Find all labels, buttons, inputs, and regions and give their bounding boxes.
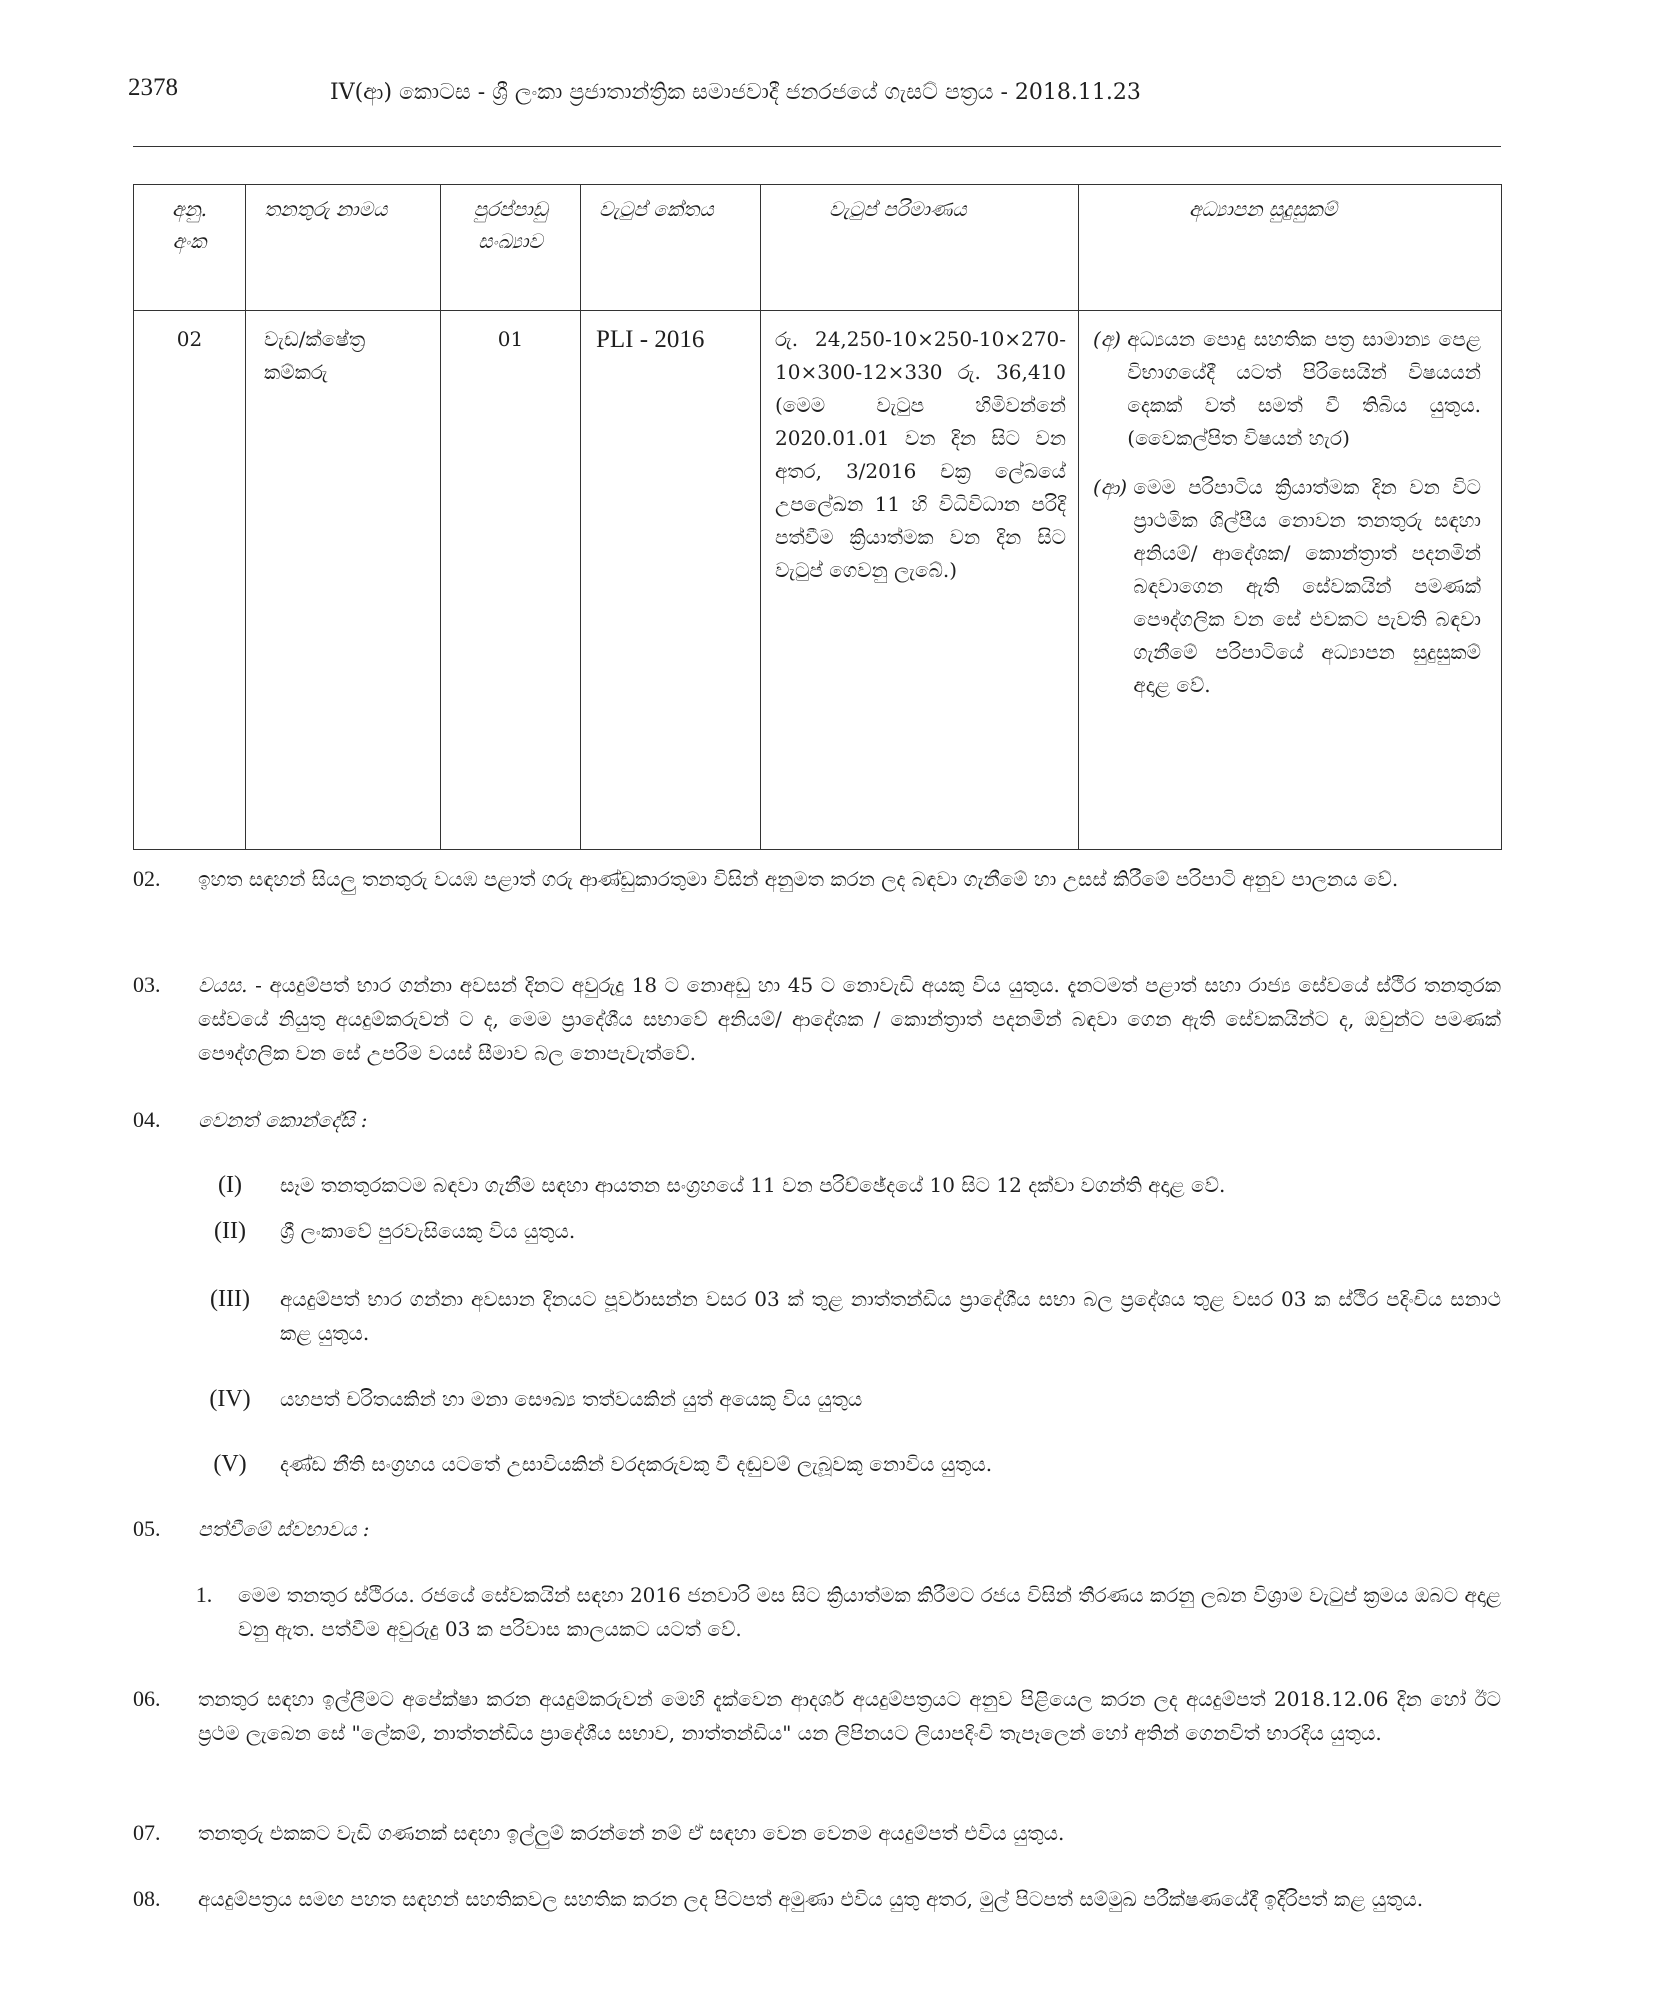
paragraph-text: තනතුර සඳහා ඉල්ලීමට අපේක්ෂා කරන අයදුම්කරුවන් මෙහි දැක්වෙන ආදර්ශ අයදුම්පත්‍රයට අනුව පිළියෙල කරන ලද අයදුම්පත් 2018.12.06 දින හෝ ඊට ප්‍රථම ලැබෙන සේ "ලේකම්, නාත්තන්ඩිය ප්‍රාදේශීය සභාව, නාත්තන්ඩිය" යන ලිපිනයට ලියාපදිංචි තැපෑලෙන් හෝ අතින් ගෙනවිත් භාරදිය යුතුය. — [198, 1687, 1501, 1745]
condition-number: (I) — [218, 1172, 242, 1198]
paragraph-07 — [133, 1816, 1501, 1850]
nature-number: 1. — [195, 1582, 213, 1607]
paragraph-05 — [133, 1512, 1501, 1546]
paragraph-08 — [133, 1882, 1501, 1916]
cell-education — [1079, 311, 1502, 850]
cell-serial: 02 — [134, 311, 246, 850]
paragraph-06 — [133, 1682, 1501, 1750]
header-salary-scale: වැටුප් පරිමාණය — [761, 185, 1079, 311]
paragraph-03 — [133, 968, 1501, 1070]
gazette-header-title: IV(ආ) කොටස - ශ්‍රී ලංකා ප්‍රජාතාන්ත්‍රික සමාජවාදී ජනරජයේ ගැසට් පත්‍රය - 2018.11.23 — [330, 80, 1141, 105]
header-divider — [133, 146, 1501, 147]
paragraph-number: 07. — [133, 1820, 161, 1845]
paragraph-text: තනතුරු එකකට වැඩි ගණනක් සඳහා ඉල්ලුම් කරන්නේ නම් ඒ සඳහා වෙන වෙනම අයදුම්පත් එවිය යුතුය. — [198, 1821, 1065, 1845]
paragraph-number: 06. — [133, 1686, 161, 1711]
nature-item — [170, 1578, 1501, 1646]
education-text: මෙම පරිපාටිය ක්‍රියාත්මක දින වන විට ප්‍රාථමික ශිල්පීය නොවන තනතුරු සඳහා අනියම්/ ආදේශක/ කොන්ත්‍රාත් පදනමින් බඳවාගෙන ඇති සේවකයින් පමණක් පෞද්ගලික වන සේ එවකට පැවති බඳවා ගැනීමේ පරිපාටියේ අධ්‍යාපන සුදුසුකම් අදාළ වේ. — [1133, 475, 1481, 697]
condition-item — [180, 1168, 1501, 1202]
condition-text: දණ්ඩ නීති සංග්‍රහය යටතේ උසාවියකින් වරදකරුවකු වී දඬුවම් ලැබූවකු නොවිය යුතුය. — [280, 1452, 993, 1476]
paragraph-number: 04. — [133, 1107, 161, 1132]
header-education: අධ්‍යාපන සුදුසුකම් — [1079, 185, 1502, 311]
paragraph-number: 08. — [133, 1886, 161, 1911]
paragraph-text: අයදුම්පත්‍රය සමඟ පහත සඳහන් සහතිකවල සහතික කරන ලද පිටපත් අමුණා එවිය යුතු අතර, මුල් පිටපත් සම්මුඛ පරීක්ෂණයේදී ඉදිරිපත් කළ යුතුය. — [198, 1887, 1424, 1911]
paragraph-04 — [133, 1103, 1501, 1137]
condition-item — [180, 1214, 1501, 1248]
vacancy-table — [133, 184, 1502, 850]
table-row — [134, 311, 1502, 850]
table-header-row — [134, 185, 1502, 311]
education-item-aa — [1093, 471, 1481, 702]
paragraph-heading: වෙනත් කොන්දේසි : — [198, 1108, 368, 1132]
condition-text: අයදුම්පත් භාර ගන්නා අවසාන දිනයට පූර්වාසන්න වසර 03 ක් තුළ නාත්තන්ඩිය ප්‍රාදේශීය සභා බල ප්‍රදේශය තුළ වසර 03 ක ස්ථිර පදිංචිය සනාථ කළ යුතුය. — [280, 1287, 1501, 1345]
paragraph-heading: පත්වීමේ ස්වභාවය : — [198, 1517, 370, 1541]
cell-salary-code: PLI - 2016 — [581, 311, 761, 850]
education-mark: (ආ) — [1093, 475, 1128, 499]
condition-text: ශ්‍රී ලංකාවේ පුරවැසියෙකු විය යුතුය. — [280, 1219, 576, 1243]
condition-item — [180, 1447, 1501, 1481]
cell-salary-scale: රු. 24,250-10×250-10×270-10×300-12×330 රු. 36,410 (මෙම වැටුප හිමිවන්නේ 2020.01.01 වන දින සිට වන අතර, 3/2016 චක්‍ර ලේඛයේ උපලේඛන 11 හි විධිවිධාන පරිදි පත්වීම ක්‍රියාත්මක වන දින සිට වැටුප් ගෙවනු ලැබේ.) — [761, 311, 1079, 850]
education-text: අධ්‍යයන පොදු සහතික පත්‍ර සාමාන්‍ය පෙළ විභාගයේදී යටත් පිරිසෙයින් විෂයයන් දෙකක් වත් සමත් වී තිබිය යුතුය. (වෛකල්පිත විෂයන් හැර) — [1127, 327, 1481, 450]
condition-number: (III) — [210, 1286, 250, 1312]
condition-item — [180, 1282, 1501, 1350]
header-salary-code: වැටුප් කේතය — [581, 185, 761, 311]
condition-text: යහපත් චරිතයකින් හා මනා සෞඛ්‍ය තත්වයකින් යුත් අයෙකු විය යුතුය — [280, 1387, 863, 1411]
paragraph-02 — [133, 862, 1501, 896]
cell-vacancies: 01 — [441, 311, 581, 850]
paragraph-body: - අයදුම්පත් භාර ගන්නා අවසන් දිනට අවුරුදු 18 ට නොඅඩු හා 45 ට නොවැඩි අයකු විය යුතුය. දැනටමත් පළාත් සහා රාජ්‍ය සේවයේ ස්ථිර තනතුරක සේවයේ නියුතු අයදුම්කරුවන් ට ද, මෙම ප්‍රාදේශීය සභාවේ අනියම්/ ආදේශක / කොන්ත්‍රාත් පදනමින් බඳවා ගෙන ඇති සේවකයින්ට ද, ඔවුන්ට පමණක් පෞද්ගලික වන සේ උපරිම වයස් සීමාව බල නොපැවැත්වේ. — [198, 973, 1501, 1065]
condition-number: (II) — [214, 1218, 246, 1244]
condition-number: (IV) — [209, 1386, 251, 1412]
header-post-name: තනතුරු නාමය — [246, 185, 441, 311]
paragraph-text — [198, 968, 1501, 1070]
nature-text: මෙම තනතුර ස්ථිරය. රජයේ සේවකයින් සඳහා 2016 ජනවාරි මස සිට ක්‍රියාත්මක කිරීමට රජය විසින් තීරණය කරනු ලබන විශ්‍රාම වැටුප් ක්‍රමය ඔබට අදාළ වනු ඇත. පත්වීම අවුරුදු 03 ක පරිවාස කාලයකට යටත් වේ. — [238, 1583, 1501, 1641]
condition-number: (V) — [213, 1451, 247, 1477]
header-vacancies: පුරප්පාඩු සංඛ්‍යාව — [441, 185, 581, 311]
condition-text: සෑම තනතුරකටම බඳවා ගැනීම සඳහා ආයතන සංග්‍රහයේ 11 වන පරිච්ඡේදයේ 10 සිට 12 දක්වා වගන්ති අදාළ වේ. — [280, 1173, 1226, 1197]
condition-item — [180, 1382, 1501, 1416]
education-mark: (අ) — [1093, 327, 1121, 351]
education-item-a — [1093, 323, 1481, 455]
paragraph-lead: වයස. — [198, 973, 248, 997]
paragraph-number: 02. — [133, 866, 161, 891]
page-number: 2378 — [128, 74, 178, 101]
paragraph-number: 05. — [133, 1516, 161, 1541]
paragraph-text: ඉහත සඳහන් සියලු තනතුරු වයඹ පළාත් ගරු ආණ්ඩුකාරතුමා විසින් අනුමත කරන ලද බඳවා ගැනීමේ හා උසස් කිරීමේ පරිපාටි අනුව පාලනය වේ. — [198, 867, 1399, 891]
cell-post-name: වැඩ/ක්ෂේත්‍ර කම්කරු — [246, 311, 441, 850]
paragraph-number: 03. — [133, 972, 161, 997]
header-serial: අනු. අංක — [134, 185, 246, 311]
